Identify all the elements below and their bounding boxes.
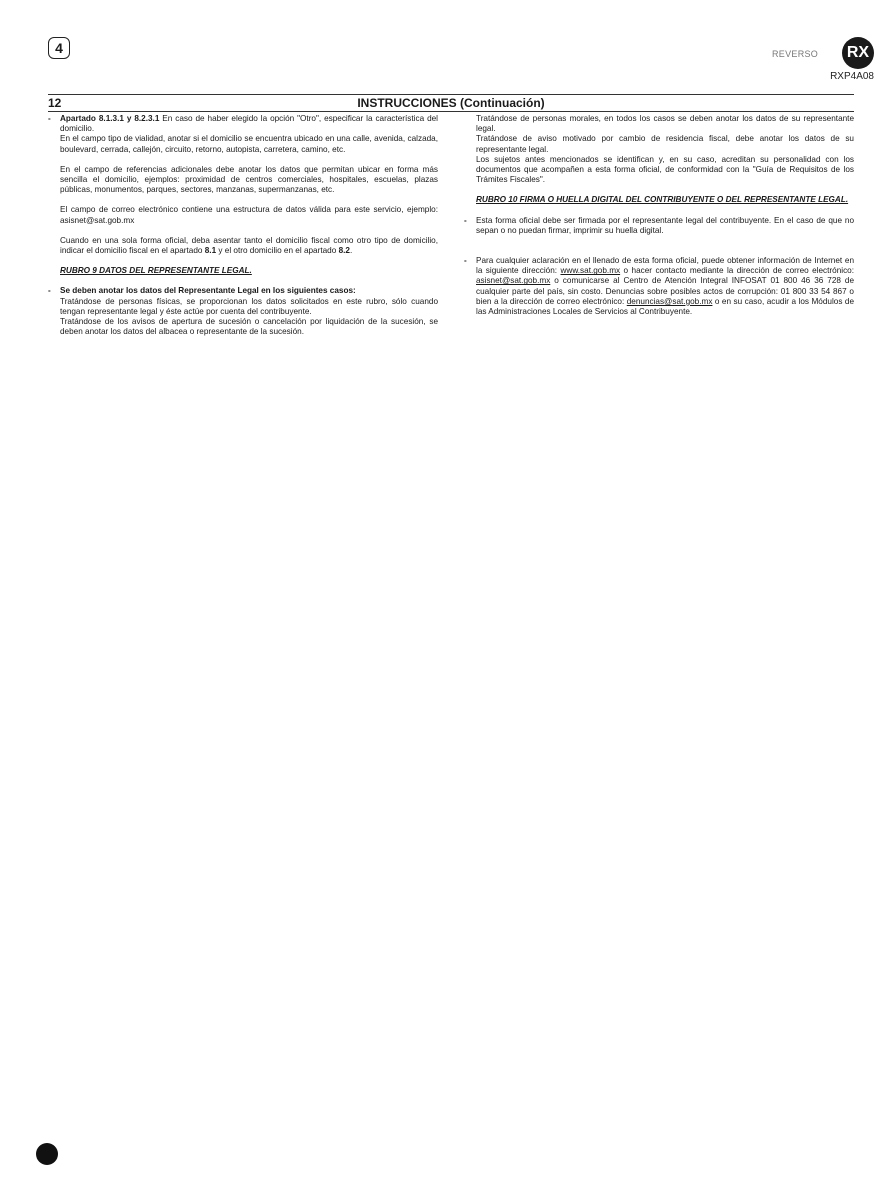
- reverso-label: REVERSO: [772, 49, 819, 59]
- apartado-8-2: 8.2: [338, 246, 350, 256]
- section-number: 12: [48, 96, 62, 110]
- right-column: [464, 114, 854, 317]
- instruction-item-apartado: [48, 114, 438, 256]
- apartado-lead: Apartado 8.1.3.1 y 8.2.3.1: [60, 114, 160, 123]
- aclaracion-text-2: o hacer contacto mediante la dirección de correo electrónico:: [620, 266, 855, 276]
- domicilio-text-d: .: [349, 246, 353, 256]
- residencia-fiscal-paragraph: Tratándose de aviso motivado por cambio de residencia fiscal, debe anotar los datos de su representante legal.: [476, 134, 854, 154]
- section-title: INSTRUCCIONES (Continuación): [357, 96, 545, 110]
- bullet-dash: -: [464, 215, 467, 225]
- referencias-paragraph: En el campo de referencias adicionales debe anotar los datos que permitan ubicar en forma más sencilla el domicilio, ejemplos: proximidad de centros comerciales, hospitales, escuelas, plazas públicas, monumentos, parques, sectores, manzanas, supermanzanas, etc.: [60, 164, 438, 195]
- registration-dot: [36, 1143, 58, 1165]
- bullet-dash: -: [464, 256, 467, 266]
- bullet-dash: -: [48, 114, 51, 123]
- section-header: [48, 94, 854, 112]
- sujetos-paragraph: Los sujetos antes mencionados se identifican y, en su caso, acreditan su personalidad con los documentos que acompañen a esta forma oficial, de conformidad con la "Guía de Requisitos de los Trámites Fiscales".: [476, 154, 854, 185]
- apartado-text: En caso de haber elegido la opción "Otro", especificar la característica del domicilio.: [60, 114, 438, 134]
- aclaracion-text-3: o comunicarse al Centro de Atención Integral INFOSAT 01 800 46 36 728 de cualquier parte del país, sin costo. Denuncias sobre posibles actos de corrupción: 01 800 33 54 867 o bien a la dirección de correo electrónico:: [476, 276, 854, 306]
- asisnet-email-link[interactable]: asisnet@sat.gob.mx: [476, 276, 551, 286]
- aclaracion-text-1: Para cualquier aclaración en el llenado de esta forma oficial, puede obtener información de Internet en la siguiente dirección:: [476, 256, 854, 276]
- personas-fisicas-paragraph: Tratándose de personas físicas, se proporcionan los datos solicitados en este rubro, sólo cuando tengan representante legal y éste actúe por cuenta del contribuyente.: [60, 296, 438, 316]
- continuation-block: [464, 114, 854, 185]
- domicilio-text-c: y el otro domicilio en el apartado: [216, 246, 339, 256]
- page-number-box: 4: [48, 37, 70, 59]
- firma-paragraph: Esta forma oficial debe ser firmada por el representante legal del contribuyente. En el caso de que no sepan o no puedan firmar, imprimir su huella digital.: [476, 215, 854, 235]
- rubro10-heading: RUBRO 10 FIRMA O HUELLA DIGITAL DEL CONTRIBUYENTE O DEL REPRESENTANTE LEGAL.: [476, 195, 849, 205]
- rx-badge: RX: [842, 37, 874, 69]
- instruction-item-aclaracion: [464, 256, 854, 317]
- bullet-dash: -: [48, 286, 51, 296]
- rubro9-heading: RUBRO 9 DATOS DEL REPRESENTANTE LEGAL.: [60, 266, 252, 276]
- denuncias-email-link[interactable]: denuncias@sat.gob.mx: [626, 296, 713, 306]
- aclaracion-paragraph: [476, 256, 854, 317]
- domicilio-text-a: Cuando en una sola forma oficial, deba asentar tanto el domicilio fiscal como otro tipo de domicilio, indicar el domicilio fiscal en el apartado: [60, 235, 438, 256]
- apartado-8-1: 8.1: [204, 246, 217, 256]
- left-column: [48, 114, 438, 337]
- domicilio-paragraph: [60, 236, 438, 256]
- form-code: RXP4A08: [830, 71, 874, 82]
- apartado-paragraph: [60, 114, 438, 134]
- vialidad-paragraph: En el campo tipo de vialidad, anotar si el domicilio se encuentra ubicado en una calle, avenida, calzada, boulevard, cerrada, callejón, circuito, retorno, autopista, carretera, camino, etc.: [60, 134, 438, 154]
- correo-paragraph: El campo de correo electrónico contiene una estructura de datos válida para este servicio, ejemplo: asisnet@sat.gob.mx: [60, 205, 438, 225]
- instruction-item-firma: [464, 216, 854, 236]
- instruction-item-representante: [48, 286, 438, 337]
- sat-website-link[interactable]: www.sat.gob.mx: [560, 266, 621, 276]
- aclaracion-text-4: o en su caso, acudir a los Módulos de las Administraciones Locales de Servicios al Contribuyente.: [476, 296, 854, 317]
- representante-lead: Se deben anotar los datos del Representante Legal en los siguientes casos:: [60, 286, 356, 296]
- sucesion-paragraph: Tratándose de los avisos de apertura de sucesión o cancelación por liquidación de la sucesión, se deben anotar los datos del albacea o representante de la sucesión.: [60, 317, 438, 337]
- personas-morales-paragraph: Tratándose de personas morales, en todos los casos se deben anotar los datos de su representante legal.: [476, 114, 854, 134]
